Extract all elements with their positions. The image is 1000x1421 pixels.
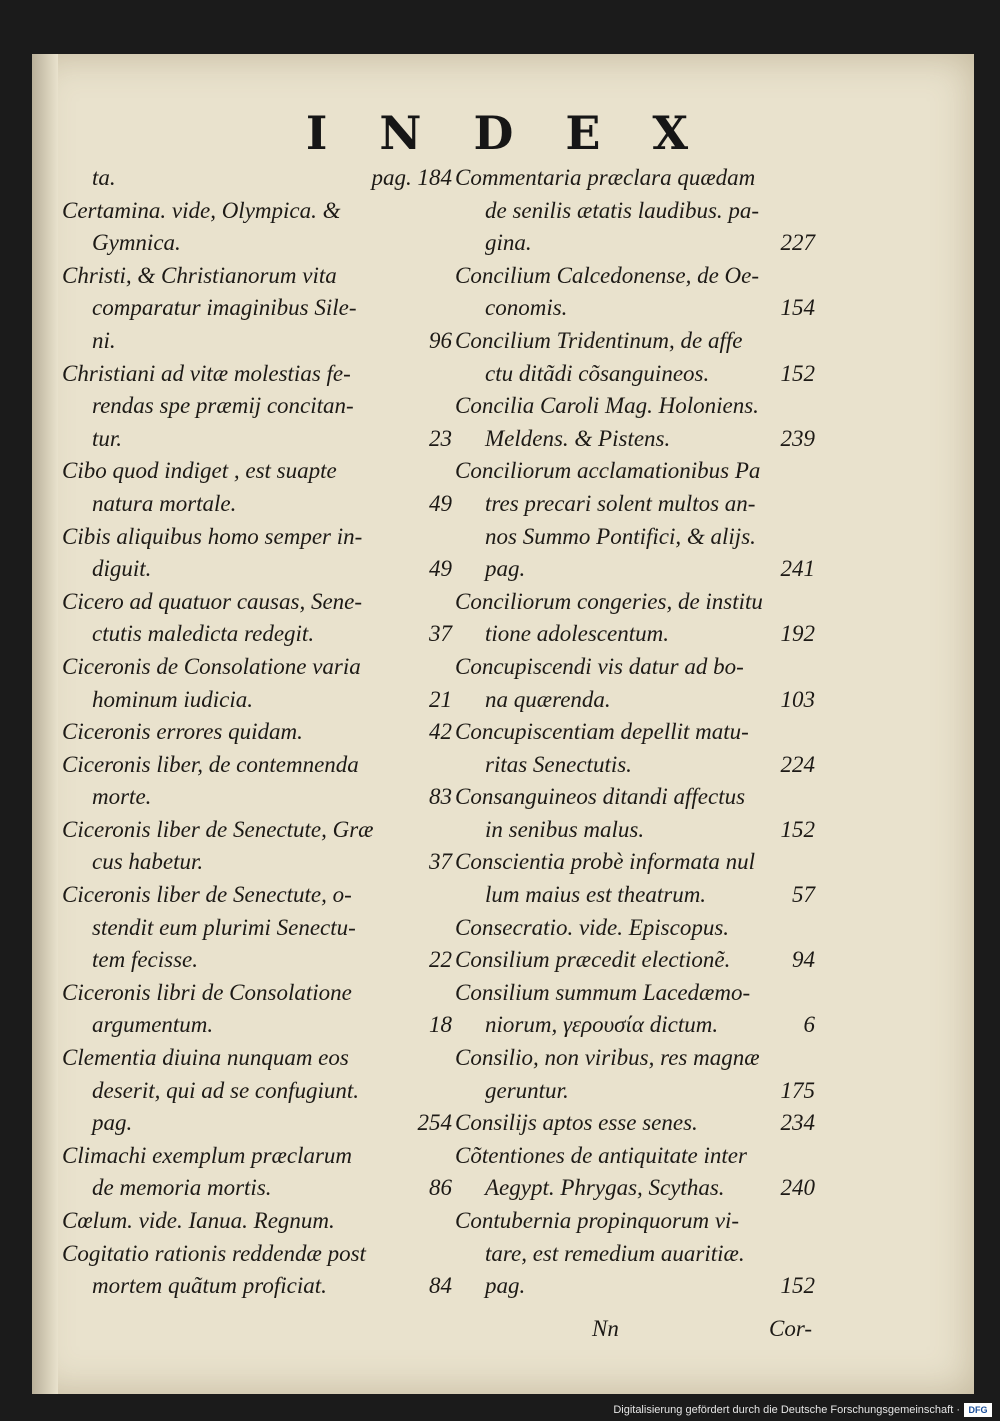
index-entry-text: argumentum. [92, 1012, 214, 1038]
index-entry-text: Consilium summum Lacedæmo- [455, 979, 751, 1005]
index-line [62, 227, 452, 260]
index-entry-text: natura mortale. [92, 490, 237, 516]
index-entry-text: Certamina. vide, Olympica. & [62, 197, 341, 223]
index-entry-text: Aegypt. Phrygas, Scythas. [485, 1175, 725, 1201]
index-line [455, 1270, 815, 1303]
index-entry-text: conomis. [485, 295, 568, 321]
index-page-number: 49 [429, 556, 452, 582]
index-page-number: 154 [780, 295, 815, 321]
index-entry-text: Ciceronis de Consolatione varia [62, 653, 361, 679]
index-line [455, 814, 815, 847]
index-entry-text: Cibis aliquibus homo semper in- [62, 523, 363, 549]
index-page-number: 224 [780, 751, 815, 777]
index-line [455, 325, 815, 358]
index-entry-text: Christiani ad vitæ molestias fe- [62, 360, 351, 386]
index-page-number: 37 [429, 849, 452, 875]
index-entry-text: Commentaria præclara quædam [455, 165, 756, 190]
index-entry-text: Conscientia probè informata nul [455, 849, 756, 875]
index-line [455, 1009, 815, 1042]
index-entry-text: geruntur. [485, 1077, 569, 1103]
index-line [62, 325, 452, 358]
index-line [455, 781, 815, 814]
index-entry-text: in senibus malus. [485, 816, 645, 842]
index-page-number: 21 [429, 686, 452, 712]
index-line [62, 358, 452, 391]
index-entry-text: de senilis ætatis laudibus. pa- [485, 197, 760, 223]
book-page [32, 54, 974, 1394]
index-line [455, 260, 815, 293]
index-page-number: 103 [780, 686, 815, 712]
index-line [62, 521, 452, 554]
index-line [62, 1009, 452, 1042]
index-page-number: 23 [429, 425, 452, 451]
index-line [455, 651, 815, 684]
index-page-number: 152 [780, 1273, 815, 1299]
index-entry-text: Concilia Caroli Mag. Holoniens. [455, 393, 759, 419]
index-entry-text: comparatur imaginibus Sile- [92, 295, 357, 321]
index-line [455, 488, 815, 521]
index-line [455, 423, 815, 456]
index-page-number: pag. 184 [371, 165, 452, 190]
index-entry-text: Concupiscendi vis datur ad bo- [455, 653, 744, 679]
index-entry-text: Contubernia propinquorum vi- [455, 1208, 740, 1233]
index-line [455, 977, 815, 1010]
index-entry-text: Cibo quod indiget , est suapte [62, 458, 337, 484]
index-page-number: 192 [780, 621, 815, 647]
index-page-number: 241 [780, 556, 815, 582]
index-line [62, 455, 452, 488]
index-line [455, 846, 815, 879]
index-line [62, 912, 452, 945]
index-line [455, 1042, 815, 1075]
index-entry-text: Cicero ad quatuor causas, Sene- [62, 588, 363, 614]
index-entry-text: Meldens. & Pistens. [485, 425, 671, 451]
index-entry-text: Ciceronis liber de Senectute, Græ [62, 816, 374, 842]
index-line [455, 1238, 815, 1271]
index-line [62, 1042, 452, 1075]
index-line [455, 879, 815, 912]
index-page-number: 86 [429, 1175, 452, 1201]
index-line [62, 1107, 452, 1140]
index-line [455, 162, 815, 195]
index-line [62, 814, 452, 847]
index-line [62, 1172, 452, 1205]
index-column-right [455, 162, 815, 1303]
page-heading: INDEX [305, 106, 741, 160]
index-line [62, 944, 452, 977]
index-entry-text: Ciceronis errores quidam. [62, 719, 303, 745]
index-entry-text: cus habetur. [92, 849, 204, 875]
index-line [62, 781, 452, 814]
index-line [62, 684, 452, 717]
index-entry-text: pag. [92, 1110, 133, 1136]
index-entry-text: Consecratio. vide. Episcopus. [455, 914, 730, 940]
index-page-number: 37 [429, 621, 452, 647]
index-page-number: 96 [429, 327, 452, 353]
index-entry-text: Conciliorum acclamationibus Pa [455, 458, 761, 484]
index-entry-text: pag. [485, 556, 526, 582]
index-line [455, 1172, 815, 1205]
index-line [455, 1205, 815, 1238]
index-line [455, 455, 815, 488]
index-line [62, 390, 452, 423]
index-line [455, 586, 815, 619]
signature-mark: Nn [592, 1316, 619, 1341]
index-line [455, 390, 815, 423]
index-line [455, 684, 815, 717]
index-page-number: 254 [417, 1110, 452, 1136]
catchword: Cor- [769, 1316, 812, 1341]
index-page-number: 227 [780, 230, 815, 256]
index-entry-text: Consilium præcedit electionẽ. [455, 947, 731, 973]
index-entry-text: Cõtentiones de antiquitate inter [455, 1142, 747, 1168]
signature-line [592, 1316, 812, 1348]
index-line [62, 651, 452, 684]
index-entry-text: na quærenda. [485, 686, 611, 712]
index-page-number: 152 [780, 816, 815, 842]
index-line [62, 423, 452, 456]
index-entry-text: ritas Senectutis. [485, 751, 632, 777]
index-entry-text: tem fecisse. [92, 947, 199, 973]
index-line [62, 292, 452, 325]
index-entry-text: stendit eum plurimi Senectu- [92, 914, 356, 940]
index-line [62, 488, 452, 521]
digitization-footer [0, 1399, 1000, 1421]
index-entry-text: gina. [485, 230, 532, 256]
index-page-number: 175 [780, 1077, 815, 1103]
index-entry-text: diguit. [92, 556, 152, 582]
index-line [455, 912, 815, 945]
page-gutter-shadow [32, 54, 58, 1394]
index-page-number: 49 [429, 490, 452, 516]
index-entry-text: Concupiscentiam depellit matu- [455, 719, 749, 745]
index-entry-text: deserit, qui ad se confugiunt. [92, 1077, 360, 1103]
index-line [62, 1270, 452, 1303]
index-line [62, 1205, 452, 1238]
index-entry-text: ta. [92, 165, 116, 190]
index-line [455, 553, 815, 586]
index-entry-text: ni. [92, 327, 116, 353]
index-line [455, 1107, 815, 1140]
index-line [455, 521, 815, 554]
index-entry-text: morte. [92, 784, 152, 810]
index-line [62, 195, 452, 228]
index-line [62, 1075, 452, 1108]
index-entry-text: de memoria mortis. [92, 1175, 272, 1201]
index-entry-text: tur. [92, 425, 123, 451]
index-entry-text: rendas spe præmij concitan- [92, 393, 354, 419]
index-entry-text: Christi, & Christianorum vita [62, 262, 337, 288]
index-line [62, 553, 452, 586]
index-line [62, 977, 452, 1010]
index-entry-text: lum maius est theatrum. [485, 882, 707, 908]
index-entry-text: hominum iudicia. [92, 686, 253, 712]
index-line [62, 716, 452, 749]
index-line [62, 879, 452, 912]
index-line [455, 195, 815, 228]
index-page-number: 57 [792, 882, 815, 908]
index-line [455, 749, 815, 782]
index-page-number: 234 [780, 1110, 815, 1136]
index-entry-text: niorum, γερουσία dictum. [485, 1012, 719, 1038]
index-entry-text: tione adolescentum. [485, 621, 669, 647]
index-page-number: 152 [780, 360, 815, 386]
index-line [62, 749, 452, 782]
index-line [455, 716, 815, 749]
index-entry-text: Consilio, non viribus, res magnæ [455, 1045, 760, 1071]
index-line [62, 1140, 452, 1173]
index-entry-text: Clementia diuina nunquam eos [62, 1045, 349, 1071]
index-page-number: 18 [429, 1012, 452, 1038]
index-entry-text: Cœlum. vide. Ianua. Regnum. [62, 1208, 335, 1233]
index-entry-text: Cogitatio rationis reddendæ post [62, 1240, 366, 1266]
footer-credit: Digitalisierung gefördert durch die Deutsche Forschungsgemeinschaft · [613, 1404, 960, 1416]
index-entry-text: Concilium Calcedonense, de Oe- [455, 262, 760, 288]
index-entry-text: ctu ditãdi cõsanguineos. [485, 360, 710, 386]
index-entry-text: Climachi exemplum præclarum [62, 1142, 353, 1168]
index-line [455, 292, 815, 325]
index-line [62, 162, 452, 195]
index-page-number: 6 [803, 1012, 815, 1038]
index-line [62, 1238, 452, 1271]
index-entry-text: mortem quãtum proficiat. [92, 1273, 327, 1299]
index-line [455, 1140, 815, 1173]
index-entry-text: Ciceronis libri de Consolatione [62, 979, 352, 1005]
index-page-number: 42 [429, 719, 452, 745]
index-entry-text: Ciceronis liber de Senectute, o- [62, 882, 352, 908]
index-entry-text: Concilium Tridentinum, de affe [455, 327, 743, 353]
index-entry-text: Ciceronis liber, de contemnenda [62, 751, 359, 777]
index-page-number: 239 [780, 425, 815, 451]
index-column-left [62, 162, 452, 1303]
dfg-logo-icon: DFG [964, 1403, 992, 1417]
index-line [455, 944, 815, 977]
index-entry-text: nos Summo Pontifici, & alijs. [485, 523, 756, 549]
index-entry-text: pag. [485, 1273, 526, 1299]
index-entry-text: Conciliorum congeries, de institu [455, 588, 763, 614]
index-entry-text: Consanguineos ditandi affectus [455, 784, 746, 810]
index-entry-text: Consilijs aptos esse senes. [455, 1110, 698, 1136]
index-line [62, 260, 452, 293]
index-line [62, 618, 452, 651]
index-line [62, 846, 452, 879]
index-entry-text: Gymnica. [92, 230, 181, 256]
index-page-number: 94 [792, 947, 815, 973]
index-page-number: 83 [429, 784, 452, 810]
index-line [455, 1075, 815, 1108]
index-entry-text: tres precari solent multos an- [485, 490, 756, 516]
index-page-number: 240 [780, 1175, 815, 1201]
index-line [455, 227, 815, 260]
index-line [62, 586, 452, 619]
index-entry-text: ctutis maledicta redegit. [92, 621, 315, 647]
index-page-number: 22 [429, 947, 452, 973]
index-entry-text: tare, est remedium auaritiæ. [485, 1240, 745, 1266]
index-line [455, 618, 815, 651]
index-page-number: 84 [429, 1273, 452, 1299]
index-line [455, 358, 815, 391]
